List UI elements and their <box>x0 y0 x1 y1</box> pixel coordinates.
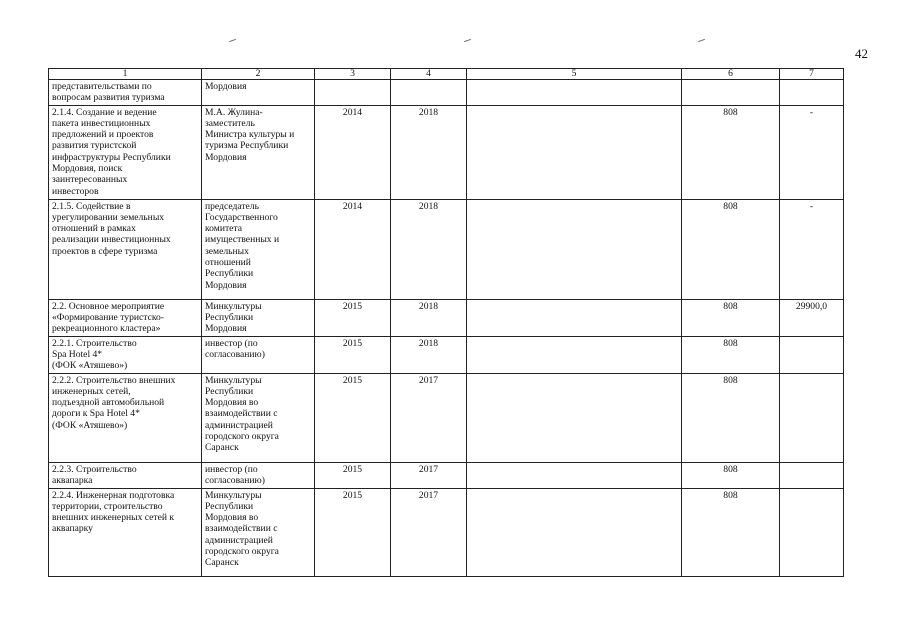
code-cell: 808 <box>682 488 780 576</box>
end-year-cell: 2018 <box>391 299 467 336</box>
responsible-cell <box>202 80 315 106</box>
end-year-cell <box>391 80 467 106</box>
column-number-header: 5 <box>467 69 682 80</box>
column-number-header: 1 <box>49 69 202 80</box>
activity-text: 2.1.4. Создание и ведение пакета инвестиционных предложений и проектов развития туристской инфраструктуры Республики Мордовия, поиск заинтересованных инвесторов <box>52 106 171 197</box>
code-cell <box>682 80 780 106</box>
responsible-text: инвестор (по согласованию) <box>205 337 265 360</box>
activity-cell <box>49 336 202 373</box>
start-year-cell: 2015 <box>315 336 391 373</box>
activity-text: 2.2.1. Строительство Spa Hotel 4* (ФОК «Атяшево») <box>52 337 137 372</box>
responsible-cell <box>202 199 315 299</box>
table-row <box>49 199 844 299</box>
amount-cell <box>780 336 844 373</box>
activity-text: представительствами по вопросам развития туризма <box>52 81 165 104</box>
end-year-cell: 2018 <box>391 199 467 299</box>
scan-mark <box>698 39 705 42</box>
start-year-cell: 2015 <box>315 299 391 336</box>
table-row <box>49 105 844 199</box>
start-year-cell: 2015 <box>315 488 391 576</box>
column-number-header: 4 <box>391 69 467 80</box>
activities-table <box>48 68 844 577</box>
responsible-text: Мордовия <box>205 81 247 92</box>
activity-cell <box>49 80 202 106</box>
column-5-cell <box>467 299 682 336</box>
column-number-header: 7 <box>780 69 844 80</box>
column-5-cell <box>467 488 682 576</box>
table-row <box>49 373 844 462</box>
responsible-cell <box>202 336 315 373</box>
column-5-cell <box>467 373 682 462</box>
end-year-cell: 2018 <box>391 105 467 199</box>
responsible-text: председатель Государственного комитета имущественных и земельных отношений Республики Мордовия <box>205 200 280 291</box>
amount-cell <box>780 462 844 488</box>
end-year-cell: 2017 <box>391 488 467 576</box>
activity-text: 2.2.4. Инженерная подготовка территории, строительство внешних инженерных сетей к аквапарку <box>52 489 175 535</box>
code-cell: 808 <box>682 462 780 488</box>
scan-mark <box>229 39 236 42</box>
end-year-cell: 2017 <box>391 462 467 488</box>
activity-text: 2.2.2. Строительство внешних инженерных сетей, подъездной автомобильной дороги к Spa Hotel 4* (ФОК «Атяшево») <box>52 374 176 431</box>
column-number-header: 6 <box>682 69 780 80</box>
start-year-cell: 2014 <box>315 199 391 299</box>
column-5-cell <box>467 199 682 299</box>
column-5-cell <box>467 462 682 488</box>
start-year-cell: 2014 <box>315 105 391 199</box>
activity-cell <box>49 462 202 488</box>
column-5-cell <box>467 336 682 373</box>
code-cell: 808 <box>682 105 780 199</box>
table-row <box>49 462 844 488</box>
table-row <box>49 80 844 106</box>
start-year-cell <box>315 80 391 106</box>
table-row <box>49 488 844 576</box>
end-year-cell: 2017 <box>391 373 467 462</box>
activity-cell <box>49 105 202 199</box>
amount-cell <box>780 80 844 106</box>
amount-cell: - <box>780 105 844 199</box>
table-row <box>49 299 844 336</box>
activity-cell <box>49 299 202 336</box>
activity-text: 2.1.5. Содействие в урегулировании земельных отношений в рамках реализации инвестиционных проектов в сфере туризма <box>52 200 171 257</box>
end-year-cell: 2018 <box>391 336 467 373</box>
responsible-cell <box>202 299 315 336</box>
responsible-cell <box>202 488 315 576</box>
responsible-text: инвестор (по согласованию) <box>205 463 265 486</box>
activity-text: 2.2.3. Строительство аквапарка <box>52 463 137 486</box>
amount-cell: - <box>780 199 844 299</box>
start-year-cell: 2015 <box>315 462 391 488</box>
scan-mark <box>464 39 471 42</box>
amount-cell: 29900,0 <box>780 299 844 336</box>
column-5-cell <box>467 105 682 199</box>
responsible-text: Минкультуры Республики Мордовия <box>205 300 262 335</box>
amount-cell <box>780 373 844 462</box>
responsible-text: Минкультуры Республики Мордовия во взаимодействии с администрацией городского округа Саранск <box>205 489 279 569</box>
table-header-row <box>49 69 844 80</box>
activity-cell <box>49 199 202 299</box>
amount-cell <box>780 488 844 576</box>
column-number-header: 3 <box>315 69 391 80</box>
responsible-cell <box>202 462 315 488</box>
start-year-cell: 2015 <box>315 373 391 462</box>
responsible-text: Минкультуры Республики Мордовия во взаимодействии с администрацией городского округа Саранск <box>205 374 279 454</box>
responsible-cell <box>202 373 315 462</box>
activity-text: 2.2. Основное мероприятие «Формирование туристско- рекреационного кластера» <box>52 300 165 335</box>
table-row <box>49 336 844 373</box>
code-cell: 808 <box>682 373 780 462</box>
responsible-cell <box>202 105 315 199</box>
activity-cell <box>49 373 202 462</box>
responsible-text: М.А. Жулина- заместитель Министра культуры и туризма Республики Мордовия <box>205 106 295 163</box>
code-cell: 808 <box>682 299 780 336</box>
code-cell: 808 <box>682 336 780 373</box>
code-cell: 808 <box>682 199 780 299</box>
column-number-header: 2 <box>202 69 315 80</box>
column-5-cell <box>467 80 682 106</box>
activity-cell <box>49 488 202 576</box>
page-number: 42 <box>855 46 868 61</box>
